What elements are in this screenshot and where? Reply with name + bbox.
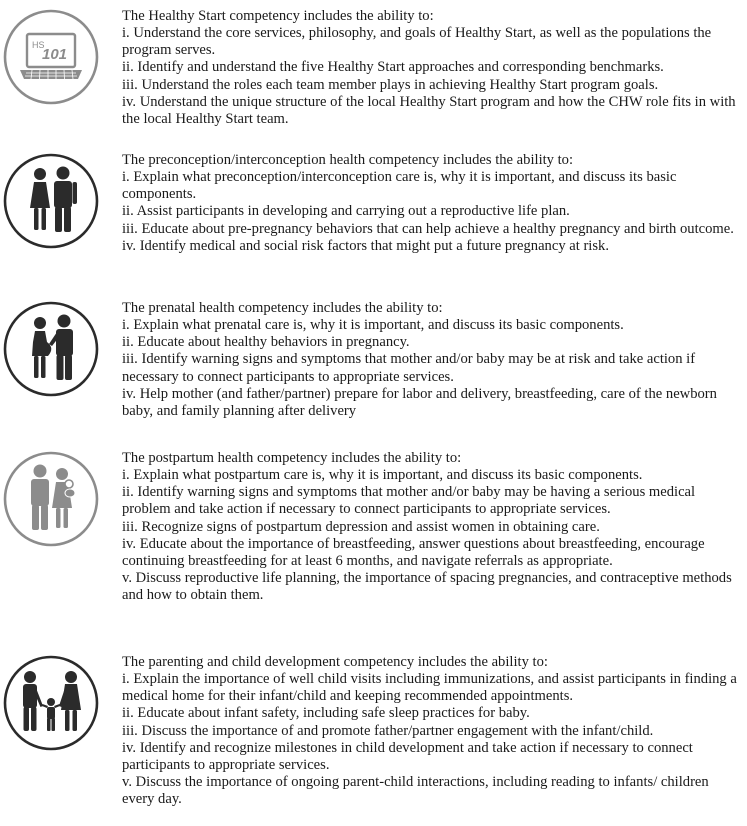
section-healthy-start-text [122, 8, 744, 128]
family-icon [2, 654, 100, 752]
list-item: ii. Educate about infant safety, including safe sleep practices for baby. [122, 705, 530, 722]
list-item: i. Explain what postpartum care is, why it is important, and discuss its basic components. [122, 467, 643, 484]
list-item: ii. Educate about healthy behaviors in pregnancy. [122, 334, 410, 351]
section-heading: The prenatal health competency includes the ability to: [122, 300, 443, 316]
list-item: i. Understand the core services, philosophy, and goals of Healthy Start, as well as the populations the program serves. [122, 25, 712, 59]
pregnant-couple-icon [2, 300, 100, 398]
list-item: i. Explain what preconception/interconception care is, why it is important, and discuss its basic components. [122, 169, 677, 203]
section-heading: The preconception/interconception health competency includes the ability to: [122, 152, 574, 168]
svg-text:101: 101 [42, 46, 68, 63]
section-preconception-text [122, 152, 744, 255]
list-item: iv. Help mother (and father/partner) prepare for labor and delivery, breastfeeding, care of the newborn baby, and family planning after delivery [122, 385, 717, 419]
couple-with-baby-icon [2, 450, 100, 548]
svg-text:HS: HS [32, 40, 45, 50]
list-item: iii. Educate about pre-pregnancy behaviors that can help achieve a healthy pregnancy and birth outcome. iv. Identify medical and social risk factors that might put a future pregnancy at risk. [122, 220, 734, 254]
list-item: iv. Educate about the importance of breastfeeding, answer questions about breastfeeding, encourage continuing breastfeeding for at least 6 months, and navigate referrals as appropriate. [122, 535, 705, 569]
section-postpartum-text [122, 450, 744, 604]
list-item: iii. Discuss the importance of and promote father/partner engagement with the infant/child. [122, 722, 654, 739]
list-item: i. Explain the importance of well child visits including immunizations, and assist participants in finding a medical home for their infant/child and keeping recommended appointments. [122, 671, 737, 705]
section-parenting-text [122, 654, 744, 808]
list-item: iv. Identify and recognize milestones in child development and take action if necessary to connect participants to appropriate services. [122, 739, 693, 773]
list-item: ii. Assist participants in developing and carrying out a reproductive life plan. [122, 203, 570, 220]
list-item: v. Discuss reproductive life planning, the importance of spacing pregnancies, and contraceptive methods and how to obtain them. [122, 570, 732, 604]
list-item: ii. Identify and understand the five Healthy Start approaches and corresponding benchmarks. [122, 59, 664, 76]
list-item: iv. Understand the unique structure of the local Healthy Start program and how the CHW role fits in with the local Healthy Start team. [122, 93, 736, 127]
laptop-hs101-icon [2, 8, 100, 106]
section-heading: The Healthy Start competency includes the ability to: [122, 8, 434, 24]
section-prenatal-text [122, 300, 744, 420]
list-item: iii. Understand the roles each team member plays in achieving Healthy Start program goals. [122, 76, 659, 93]
list-item: ii. Identify warning signs and symptoms that mother and/or baby may be having a serious medical problem and take action if necessary to connect participants to appropriate services. [122, 484, 696, 518]
list-item: v. Discuss the importance of ongoing parent-child interactions, including reading to infants/ children every day. [122, 774, 709, 808]
section-heading: The parenting and child development competency includes the ability to: [122, 654, 548, 670]
couple-icon [2, 152, 100, 250]
section-heading: The postpartum health competency includes the ability to: [122, 450, 462, 466]
list-item: iii. Identify warning signs and symptoms that mother and/or baby may be at risk and take action if necessary to connect participants to appropriate services. [122, 351, 696, 385]
list-item: i. Explain what prenatal care is, why it is important, and discuss its basic components. [122, 317, 624, 334]
list-item: iii. Recognize signs of postpartum depression and assist women in obtaining care. [122, 518, 600, 535]
